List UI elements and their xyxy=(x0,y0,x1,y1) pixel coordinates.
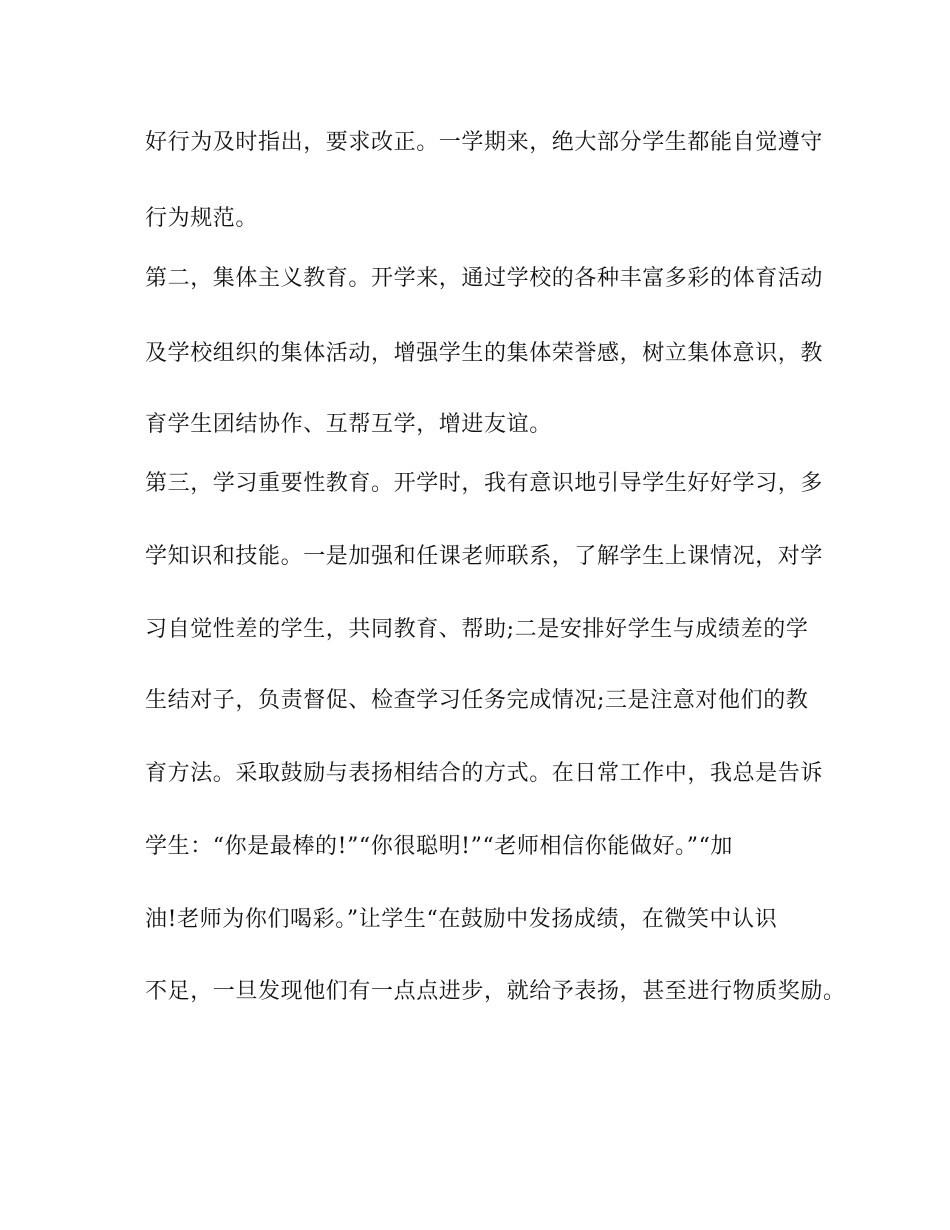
text-line: 好行为及时指出，要求改正。一学期来，绝大部分学生都能自觉遵守 xyxy=(145,130,824,155)
text-line: 第二，集体主义教育。开学来，通过学校的各种丰富多彩的体育活动 xyxy=(145,266,824,291)
text-line: 生结对子，负责督促、检查学习任务完成情况;三是注意对他们的教 xyxy=(145,688,809,713)
text-line: 不足，一旦发现他们有一点点进步，就给予表扬，甚至进行物质奖励。 xyxy=(145,979,846,1004)
text-line: 学知识和技能。一是加强和任课老师联系，了解学生上课情况，对学 xyxy=(145,544,824,569)
text-line: 习自觉性差的学生，共同教育、帮助;二是安排好学生与成绩差的学 xyxy=(145,617,809,642)
text-line: 及学校组织的集体活动，增强学生的集体荣誉感，树立集体意识，教 xyxy=(145,341,824,366)
text-line: 育学生团结协作、互帮互学，增进友谊。 xyxy=(145,412,552,437)
text-line: 学生：“你是最棒的!”“你很聪明!”“老师相信你能做好。”“加 xyxy=(145,834,734,859)
text-line: 第三，学习重要性教育。开学时，我有意识地引导学生好好学习，多 xyxy=(145,471,824,496)
text-line: 油!老师为你们喝彩。”让学生“在鼓励中发扬成绩，在微笑中认识 xyxy=(145,907,778,932)
text-line: 育方法。采取鼓励与表扬相结合的方式。在日常工作中，我总是告诉 xyxy=(145,761,824,786)
text-line: 行为规范。 xyxy=(145,206,259,231)
